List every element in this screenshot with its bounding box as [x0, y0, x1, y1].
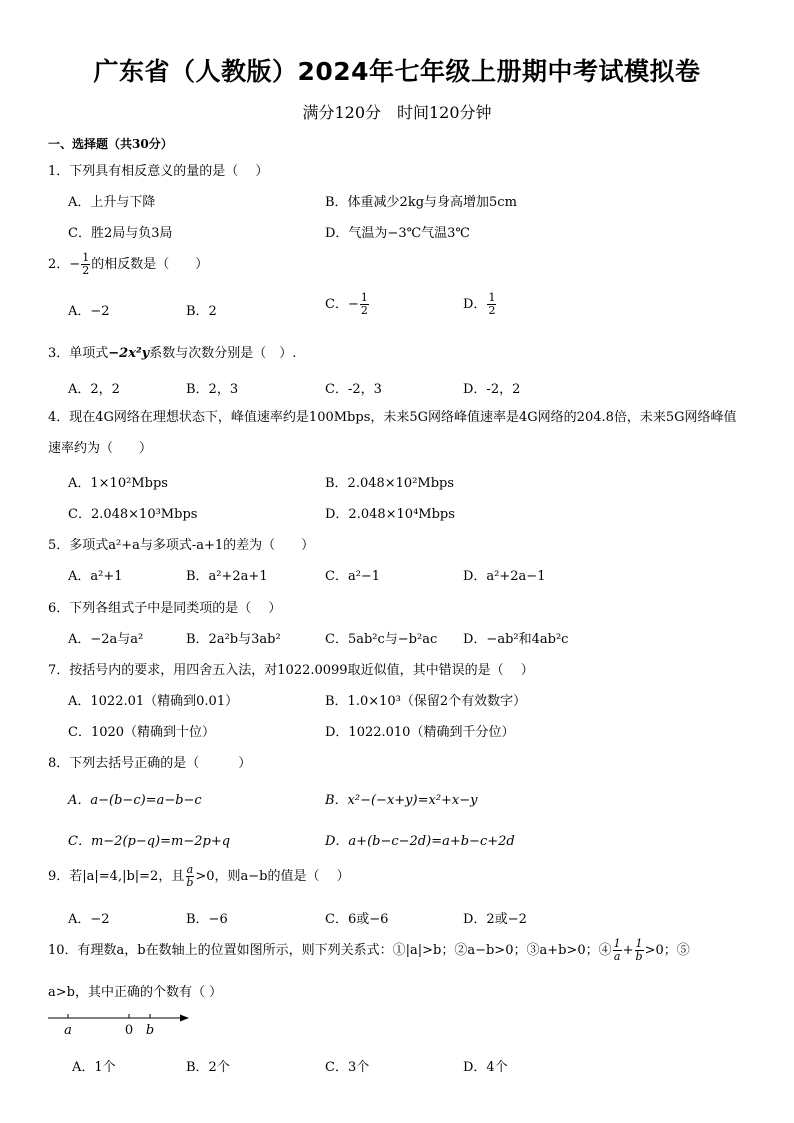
question-7-option-b: B．1.0×10³（保留2个有效数字） [325, 694, 527, 709]
page-title: 广东省（人教版）2024年七年级上册期中考试模拟卷 [93, 57, 701, 86]
question-6-stem: 6．下列各组式子中是同类项的是（ ） [48, 601, 282, 616]
question-5-stem: 5．多项式a²+a与多项式-a+1的差为（ ） [48, 538, 315, 553]
question-9-option-b: B．−6 [186, 912, 228, 927]
question-8-stem: 8．下列去括号正确的是（ ） [48, 756, 252, 771]
question-2-text: 的相反数是（ ） [91, 257, 209, 272]
number-line-arrow [180, 1015, 189, 1022]
question-10-stem: 10．有理数a，b在数轴上的位置如图所示，则下列关系式：①|a|>b；②a−b>0；③a+b>0；④ $\frac{1}{a}$ + $\frac{1}{b}$ >0；⑤ [48, 937, 690, 963]
question-10-stem-line-2: a>b，其中正确的个数有（ ） [48, 985, 223, 1000]
question-9-option-d: D．2或−2 [463, 912, 527, 927]
question-3-term: −2x²y [108, 346, 150, 361]
question-5-option-b: B．a²+2a+1 [186, 569, 268, 584]
question-3-option-a: A．2，2 [68, 382, 120, 397]
question-5-option-d: D．a²+2a−1 [463, 569, 546, 584]
section-heading: 一、选择题（共30分） [48, 137, 173, 151]
page-subtitle: 满分120分 时间120分钟 [302, 103, 492, 122]
question-4-option-c: C．2.048×10³Mbps [68, 507, 198, 522]
label-a: a [64, 1023, 72, 1038]
question-3-option-c: C．-2，3 [325, 382, 382, 397]
question-10-option-d: D．4个 [463, 1060, 508, 1075]
question-7-option-c: C．1020（精确到十位） [68, 725, 216, 740]
question-8-option-b: B．x²−(−x+y)=x²+x−y [325, 793, 478, 808]
question-10-option-c: C．3个 [325, 1060, 370, 1075]
question-2-option-d: D． $\frac{1}{2}$ [463, 291, 496, 317]
label-b: b [145, 1023, 155, 1038]
question-2-option-b: B．2 [186, 304, 217, 319]
question-2-number: 2． [48, 257, 70, 272]
question-9-fraction: $\frac{a}{b}$ [186, 863, 194, 889]
question-6-option-b: B．2a²b与3ab² [186, 632, 281, 647]
question-7-option-a: A．1022.01（精确到0.01） [68, 694, 239, 709]
question-1-stem: 1．下列具有相反意义的量的是（ ） [48, 164, 269, 179]
question-4-option-a: A．1×10²Mbps [68, 476, 168, 491]
question-6-option-a: A．−2a与a² [68, 632, 144, 647]
question-6-option-c: C．5ab²c与−b²ac [325, 632, 438, 647]
question-10-option-a: A．1个 [72, 1060, 116, 1075]
question-1-option-b: B．体重减少2kg与身高增加5cm [325, 195, 517, 210]
question-7-option-d: D．1022.010（精确到千分位） [325, 725, 515, 740]
question-5-option-c: C．a²−1 [325, 569, 381, 584]
question-3-option-d: D．-2，2 [463, 382, 521, 397]
question-2-fraction: $\frac{1}{2}$ [82, 251, 90, 277]
question-8-option-a: A．a−(b−c)=a−b−c [68, 793, 202, 808]
question-10-fraction-2: $\frac{1}{b}$ [635, 937, 643, 963]
question-5-option-a: A．a²+1 [68, 569, 123, 584]
question-4-option-d: D．2.048×10⁴Mbps [325, 507, 455, 522]
question-10-option-b: B．2个 [186, 1060, 230, 1075]
question-7-stem: 7．按括号内的要求，用四舍五入法，对1022.0099取近似值，其中错误的是（ ） [48, 663, 534, 678]
question-6-option-d: D．−ab²和4ab²c [463, 632, 569, 647]
question-2-option-c: C．− $\frac{1}{2}$ [325, 291, 368, 317]
label-zero: 0 [124, 1023, 134, 1038]
question-9-option-c: C．6或−6 [325, 912, 389, 927]
question-1-option-c: C．胜2局与负3局 [68, 226, 173, 241]
question-1-option-d: D．气温为−3℃气温3℃ [325, 226, 470, 241]
question-2-stem: 2．− $\frac{1}{2}$ 的相反数是（ ） [48, 251, 209, 277]
question-2-option-a: A．−2 [68, 304, 110, 319]
question-9-option-a: A．−2 [68, 912, 110, 927]
question-3-stem: 3．单项式−2x²y系数与次数分别是（ ）. [48, 346, 297, 361]
question-8-option-c: C．m−2(p−q)=m−2p+q [68, 834, 231, 849]
question-9-stem: 9．若|a|=4,|b|=2，且 $\frac{a}{b}$ >0，则a−b的值是（ ） [48, 863, 350, 889]
question-4-stem: 4．现在4G网络在理想状态下，峰值速率约是100Mbps，未来5G网络峰值速率是4G网络的204.8倍，未来5G网络峰值速率约为（ ） [48, 410, 737, 456]
question-2-option-c-fraction: $\frac{1}{2}$ [360, 291, 368, 317]
question-4-option-b: B．2.048×10²Mbps [325, 476, 455, 491]
question-3-option-b: B．2，3 [186, 382, 239, 397]
question-1-option-a: A．上升与下降 [68, 195, 156, 210]
question-2-option-d-fraction: $\frac{1}{2}$ [488, 291, 496, 317]
question-10-fraction-1: $\frac{1}{a}$ [613, 937, 621, 963]
question-8-option-d: D．a+(b−c−2d)=a+b−c+2d [325, 834, 515, 849]
number-line-diagram [46, 1006, 191, 1046]
